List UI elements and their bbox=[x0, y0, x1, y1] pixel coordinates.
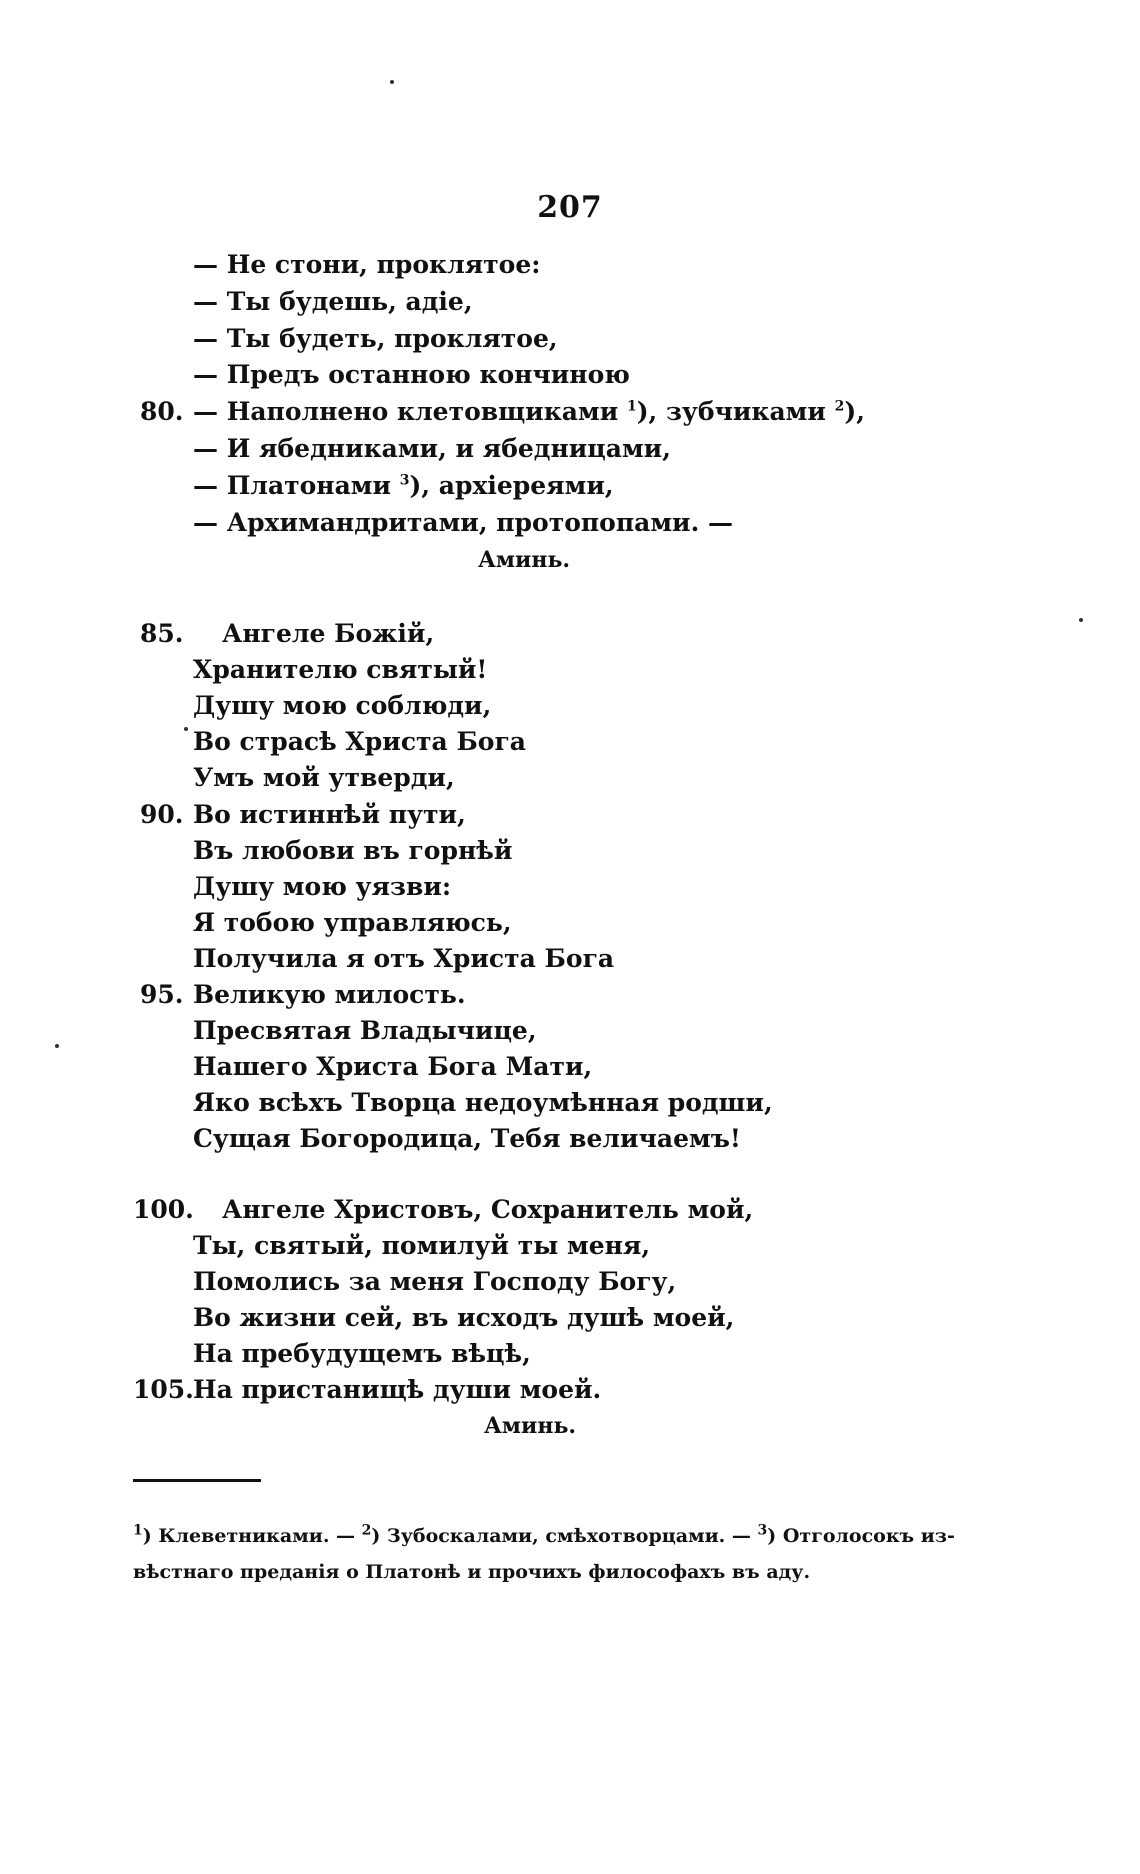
verse-line: Душу мою уязви: bbox=[193, 872, 452, 901]
footnote-mark: 1 bbox=[133, 1522, 143, 1539]
verse-text: ), архіереями, bbox=[409, 471, 614, 500]
footnote-ref: 3 bbox=[399, 472, 410, 489]
verse-line: — Ты будеть, проклятое, bbox=[193, 324, 558, 353]
footnote-text: ) Зубоскалами, смѣхотворцами. — bbox=[371, 1525, 758, 1547]
footnote-line-1 bbox=[133, 1518, 953, 1554]
footnote-text: ) Отголосокъ из- bbox=[767, 1525, 955, 1547]
verse-line: — Ты будешь, адіе, bbox=[193, 287, 473, 316]
verse-line: — Архимандритами, протопопами. — bbox=[193, 508, 734, 537]
verse-line: На пребудущемъ вѣцѣ, bbox=[193, 1339, 531, 1368]
verse-line: Яко всѣхъ Творца недоумѣнная родши, bbox=[193, 1088, 773, 1117]
verse-line: Нашего Христа Бога Мати, bbox=[193, 1052, 593, 1081]
footnote-text: ) Клеветниками. — bbox=[142, 1525, 362, 1547]
verse-line: Во жизни сей, въ исходъ душѣ моей, bbox=[193, 1303, 735, 1332]
verse-line: На пристанищѣ души моей. bbox=[193, 1375, 602, 1404]
scan-speck bbox=[55, 1044, 59, 1048]
verse-line: Въ любови въ горнѣй bbox=[193, 836, 513, 865]
verse-line: Ангеле Христовъ, Сохранитель мой, bbox=[222, 1195, 754, 1224]
verse-line: Во истиннѣй пути, bbox=[193, 800, 466, 829]
verse-text: — Платонами bbox=[193, 471, 392, 500]
verse-line: Душу мою соблюди, bbox=[193, 691, 492, 720]
verse-text: ), bbox=[844, 397, 865, 426]
verse-line: — Не стони, проклятое: bbox=[193, 250, 541, 279]
verse-line: Сущая Богородица, Тебя величаемъ! bbox=[193, 1124, 741, 1153]
scan-speck bbox=[184, 727, 188, 731]
verse-line: Помолись за меня Господу Богу, bbox=[193, 1267, 677, 1296]
verse-line: Я тобою управляюсь, bbox=[193, 908, 512, 937]
verse-line: Получила я отъ Христа Бога bbox=[193, 944, 615, 973]
verse-text: — Наполнено клетовщиками bbox=[193, 397, 619, 426]
scan-speck bbox=[390, 80, 394, 84]
verse-line: Великую милость. bbox=[193, 980, 466, 1009]
line-number: 90. bbox=[140, 800, 184, 829]
amen: Аминь. bbox=[478, 547, 571, 573]
line-number: 85. bbox=[140, 619, 184, 648]
verse-line: Ангеле Божій, bbox=[222, 619, 435, 648]
footnote-ref: 1 bbox=[626, 398, 637, 415]
footnote-separator bbox=[133, 1479, 261, 1482]
verse-line: Хранителю святый! bbox=[193, 655, 488, 684]
footnote-mark: 2 bbox=[361, 1522, 372, 1539]
scan-speck bbox=[1079, 618, 1083, 622]
verse-line: Во страсѣ Христа Бога bbox=[193, 727, 526, 756]
page-number: 207 bbox=[537, 190, 603, 225]
verse-line-82 bbox=[193, 471, 614, 501]
footnote-ref: 2 bbox=[834, 398, 845, 415]
verse-text: ), зубчиками bbox=[636, 397, 835, 426]
verse-line: — Предъ останною кончиною bbox=[193, 360, 630, 389]
verse-line: — И ябедниками, и ябедницами, bbox=[193, 434, 671, 463]
footnote-mark: 3 bbox=[757, 1522, 768, 1539]
verse-line: Ты, святый, помилуй ты меня, bbox=[193, 1231, 651, 1260]
verse-line: Умъ мой утверди, bbox=[193, 763, 455, 792]
amen: Аминь. bbox=[484, 1413, 577, 1439]
line-number: 105. bbox=[133, 1375, 194, 1404]
line-number: 95. bbox=[140, 980, 184, 1009]
footnote-line-2: вѣстнаго преданія о Платонѣ и прочихъ философахъ въ аду. bbox=[133, 1561, 811, 1583]
line-number: 80. bbox=[140, 397, 184, 426]
line-number: 100. bbox=[133, 1195, 194, 1224]
verse-line-80 bbox=[193, 397, 865, 427]
verse-line: Пресвятая Владычице, bbox=[193, 1016, 537, 1045]
